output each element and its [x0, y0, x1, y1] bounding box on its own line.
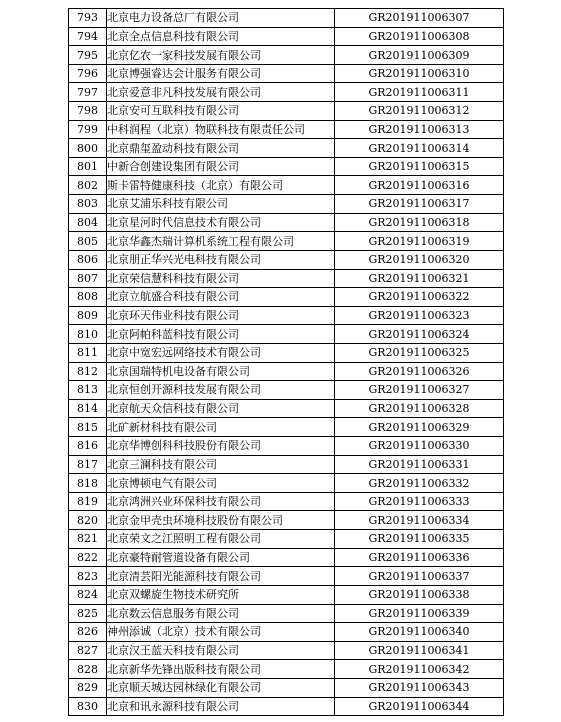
company-name: 北京华博创科科技股份有限公司 [107, 437, 335, 456]
table-row [69, 641, 504, 660]
table-row [69, 195, 504, 214]
certificate-number: GR201911006317 [335, 195, 504, 214]
company-name: 北京艾浦乐科技有限公司 [107, 195, 335, 214]
row-number: 806 [69, 250, 107, 269]
row-number: 827 [69, 641, 107, 660]
table-row [69, 530, 504, 549]
table-row [69, 623, 504, 642]
row-number: 801 [69, 157, 107, 176]
row-number: 805 [69, 232, 107, 251]
certificate-number: GR201911006331 [335, 455, 504, 474]
certificate-number: GR201911006330 [335, 437, 504, 456]
certificate-number: GR201911006313 [335, 120, 504, 139]
row-number: 798 [69, 102, 107, 121]
row-number: 797 [69, 83, 107, 102]
row-number: 816 [69, 437, 107, 456]
certificate-number: GR201911006326 [335, 362, 504, 381]
table-row [69, 697, 504, 716]
table-row [69, 9, 504, 28]
company-name: 北京电力设备总厂有限公司 [107, 9, 335, 28]
table-row [69, 455, 504, 474]
certificate-number: GR201911006310 [335, 64, 504, 83]
company-name: 神州添诚（北京）技术有限公司 [107, 623, 335, 642]
table-row [69, 46, 504, 65]
table-row [69, 381, 504, 400]
table-body [69, 9, 504, 716]
row-number: 821 [69, 530, 107, 549]
company-name: 北京清芸阳光能源科技有限公司 [107, 567, 335, 586]
row-number: 799 [69, 120, 107, 139]
table-row [69, 660, 504, 679]
row-number: 810 [69, 325, 107, 344]
table-row [69, 288, 504, 307]
certificate-number: GR201911006339 [335, 604, 504, 623]
certificate-number: GR201911006324 [335, 325, 504, 344]
certificate-number: GR201911006318 [335, 213, 504, 232]
company-name: 北京全点信息科技有限公司 [107, 27, 335, 46]
certificate-number: GR201911006344 [335, 697, 504, 716]
table-row [69, 418, 504, 437]
certificate-number: GR201911006335 [335, 530, 504, 549]
row-number: 813 [69, 381, 107, 400]
table-row [69, 492, 504, 511]
table-row [69, 325, 504, 344]
company-name: 中科润程（北京）物联科技有限责任公司 [107, 120, 335, 139]
row-number: 819 [69, 492, 107, 511]
row-number: 800 [69, 139, 107, 158]
company-name: 北京博强睿达会计服务有限公司 [107, 64, 335, 83]
certificate-number: GR201911006336 [335, 548, 504, 567]
table-row [69, 474, 504, 493]
company-name: 北京双螺旋生物技术研究所 [107, 585, 335, 604]
row-number: 794 [69, 27, 107, 46]
row-number: 803 [69, 195, 107, 214]
row-number: 822 [69, 548, 107, 567]
company-name: 北京华鑫杰瑞计算机系统工程有限公司 [107, 232, 335, 251]
certificate-number: GR201911006333 [335, 492, 504, 511]
company-name: 北京和讯永源科技有限公司 [107, 697, 335, 716]
certificate-number: GR201911006320 [335, 250, 504, 269]
row-number: 809 [69, 306, 107, 325]
row-number: 795 [69, 46, 107, 65]
table-row [69, 362, 504, 381]
table-row [69, 567, 504, 586]
row-number: 812 [69, 362, 107, 381]
table-row [69, 120, 504, 139]
company-name: 北京亿农一家科技发展有限公司 [107, 46, 335, 65]
table-row [69, 585, 504, 604]
certificate-number: GR201911006343 [335, 678, 504, 697]
row-number: 820 [69, 511, 107, 530]
company-name: 北京三澜科技有限公司 [107, 455, 335, 474]
certificate-number: GR201911006321 [335, 269, 504, 288]
company-name: 斯卡雷特健康科技（北京）有限公司 [107, 176, 335, 195]
company-name: 北京鼎玺盈动科技有限公司 [107, 139, 335, 158]
company-name: 北矿新材科技有限公司 [107, 418, 335, 437]
certificate-number: GR201911006338 [335, 585, 504, 604]
table-row [69, 343, 504, 362]
certificate-number: GR201911006329 [335, 418, 504, 437]
certificate-number: GR201911006337 [335, 567, 504, 586]
table-row [69, 232, 504, 251]
certificate-number: GR201911006334 [335, 511, 504, 530]
certificate-number: GR201911006342 [335, 660, 504, 679]
row-number: 826 [69, 623, 107, 642]
certificate-number: GR201911006309 [335, 46, 504, 65]
company-certificate-table [68, 8, 504, 716]
certificate-number: GR201911006327 [335, 381, 504, 400]
row-number: 808 [69, 288, 107, 307]
row-number: 817 [69, 455, 107, 474]
company-name: 北京中宽宏远网络技术有限公司 [107, 343, 335, 362]
row-number: 804 [69, 213, 107, 232]
company-name: 北京汉王蓝天科技有限公司 [107, 641, 335, 660]
certificate-number: GR201911006312 [335, 102, 504, 121]
table-row [69, 437, 504, 456]
company-name: 北京安可互联科技有限公司 [107, 102, 335, 121]
table-row [69, 83, 504, 102]
company-name: 北京金甲壳虫环境科技股份有限公司 [107, 511, 335, 530]
company-name: 北京博顿电气有限公司 [107, 474, 335, 493]
row-number: 793 [69, 9, 107, 28]
certificate-number: GR201911006307 [335, 9, 504, 28]
row-number: 823 [69, 567, 107, 586]
table-row [69, 399, 504, 418]
certificate-number: GR201911006323 [335, 306, 504, 325]
row-number: 828 [69, 660, 107, 679]
certificate-number: GR201911006319 [335, 232, 504, 251]
table-row [69, 511, 504, 530]
certificate-number: GR201911006322 [335, 288, 504, 307]
table-row [69, 176, 504, 195]
row-number: 811 [69, 343, 107, 362]
table-row [69, 102, 504, 121]
row-number: 818 [69, 474, 107, 493]
certificate-number: GR201911006316 [335, 176, 504, 195]
row-number: 829 [69, 678, 107, 697]
certificate-number: GR201911006341 [335, 641, 504, 660]
table-row [69, 213, 504, 232]
row-number: 802 [69, 176, 107, 195]
row-number: 796 [69, 64, 107, 83]
company-name: 北京荣文之江照明工程有限公司 [107, 530, 335, 549]
company-name: 北京恒创开源科技发展有限公司 [107, 381, 335, 400]
row-number: 814 [69, 399, 107, 418]
company-name: 北京新华先锋出版科技有限公司 [107, 660, 335, 679]
company-name: 北京朋正华兴光电科技有限公司 [107, 250, 335, 269]
row-number: 830 [69, 697, 107, 716]
table-row [69, 548, 504, 567]
certificate-number: GR201911006308 [335, 27, 504, 46]
company-name: 北京豪特耐管道设备有限公司 [107, 548, 335, 567]
company-name: 北京荣信慧科科技有限公司 [107, 269, 335, 288]
company-name: 北京顺天城达园林绿化有限公司 [107, 678, 335, 697]
row-number: 807 [69, 269, 107, 288]
certificate-number: GR201911006325 [335, 343, 504, 362]
table-row [69, 678, 504, 697]
table-row [69, 269, 504, 288]
company-name: 北京航天众信科技有限公司 [107, 399, 335, 418]
company-name: 北京阿帕科蓝科技有限公司 [107, 325, 335, 344]
certificate-number: GR201911006332 [335, 474, 504, 493]
company-name: 北京立航盛合科技有限公司 [107, 288, 335, 307]
company-name: 北京爱意非凡科技发展有限公司 [107, 83, 335, 102]
certificate-number: GR201911006314 [335, 139, 504, 158]
table-row [69, 306, 504, 325]
certificate-number: GR201911006340 [335, 623, 504, 642]
certificate-number: GR201911006315 [335, 157, 504, 176]
table-row [69, 139, 504, 158]
row-number: 825 [69, 604, 107, 623]
company-name: 北京数云信息服务有限公司 [107, 604, 335, 623]
table-row [69, 604, 504, 623]
company-name: 北京鸿洲兴业环保科技有限公司 [107, 492, 335, 511]
table-row [69, 250, 504, 269]
table-row [69, 157, 504, 176]
table-row [69, 27, 504, 46]
certificate-number: GR201911006328 [335, 399, 504, 418]
company-name: 北京星河时代信息技术有限公司 [107, 213, 335, 232]
company-name: 北京国瑞特机电设备有限公司 [107, 362, 335, 381]
row-number: 815 [69, 418, 107, 437]
certificate-number: GR201911006311 [335, 83, 504, 102]
company-name: 北京环天伟业科技有限公司 [107, 306, 335, 325]
row-number: 824 [69, 585, 107, 604]
table-row [69, 64, 504, 83]
company-name: 中新合创建设集团有限公司 [107, 157, 335, 176]
